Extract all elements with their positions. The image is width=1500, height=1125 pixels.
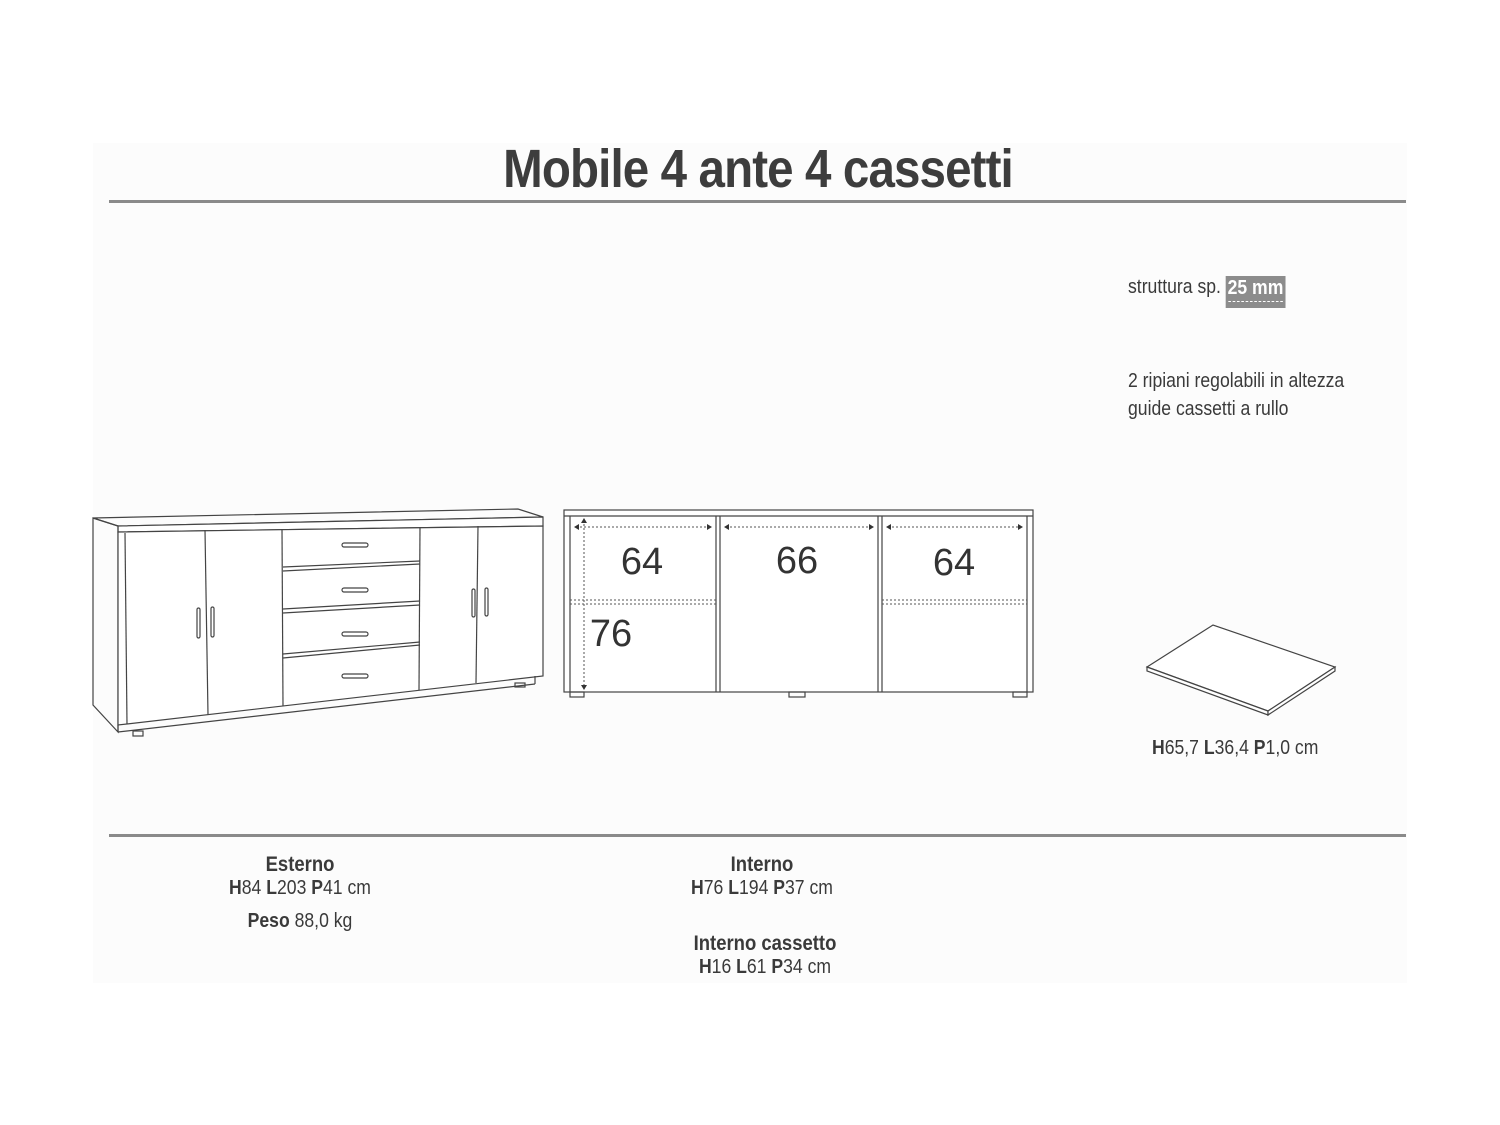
page-title: Mobile 4 ante 4 cassetti (503, 139, 1013, 199)
dim-center-width: 66 (775, 540, 819, 582)
thickness-badge: 25 mm (1226, 276, 1285, 308)
interno-cassetto-heading: Interno cassetto (693, 932, 837, 955)
structure-label: struttura sp. (1128, 276, 1221, 298)
interno-block (674, 853, 850, 900)
esterno-heading: Esterno (265, 853, 335, 876)
esterno-dimensions: H84 L203 P41 cm (229, 877, 371, 899)
interno-cassetto-block (655, 932, 875, 979)
dim-right-width: 64 (932, 542, 976, 584)
dim-left-width: 64 (620, 541, 664, 583)
dim-height: 76 (589, 613, 633, 655)
weight: Peso 88,0 kg (247, 910, 353, 932)
interno-heading: Interno (730, 853, 794, 876)
feature-item: guide cassetti a rullo (1128, 398, 1289, 420)
interno-cassetto-dimensions: H16 L61 P34 cm (698, 956, 832, 978)
feature-item: 2 ripiani regolabili in altezza (1128, 370, 1345, 392)
esterno-block (212, 853, 388, 933)
shelf-dimensions: H65,7 L36,4 P1,0 cm (1152, 737, 1319, 759)
interno-dimensions: H76 L194 P37 cm (691, 877, 833, 899)
